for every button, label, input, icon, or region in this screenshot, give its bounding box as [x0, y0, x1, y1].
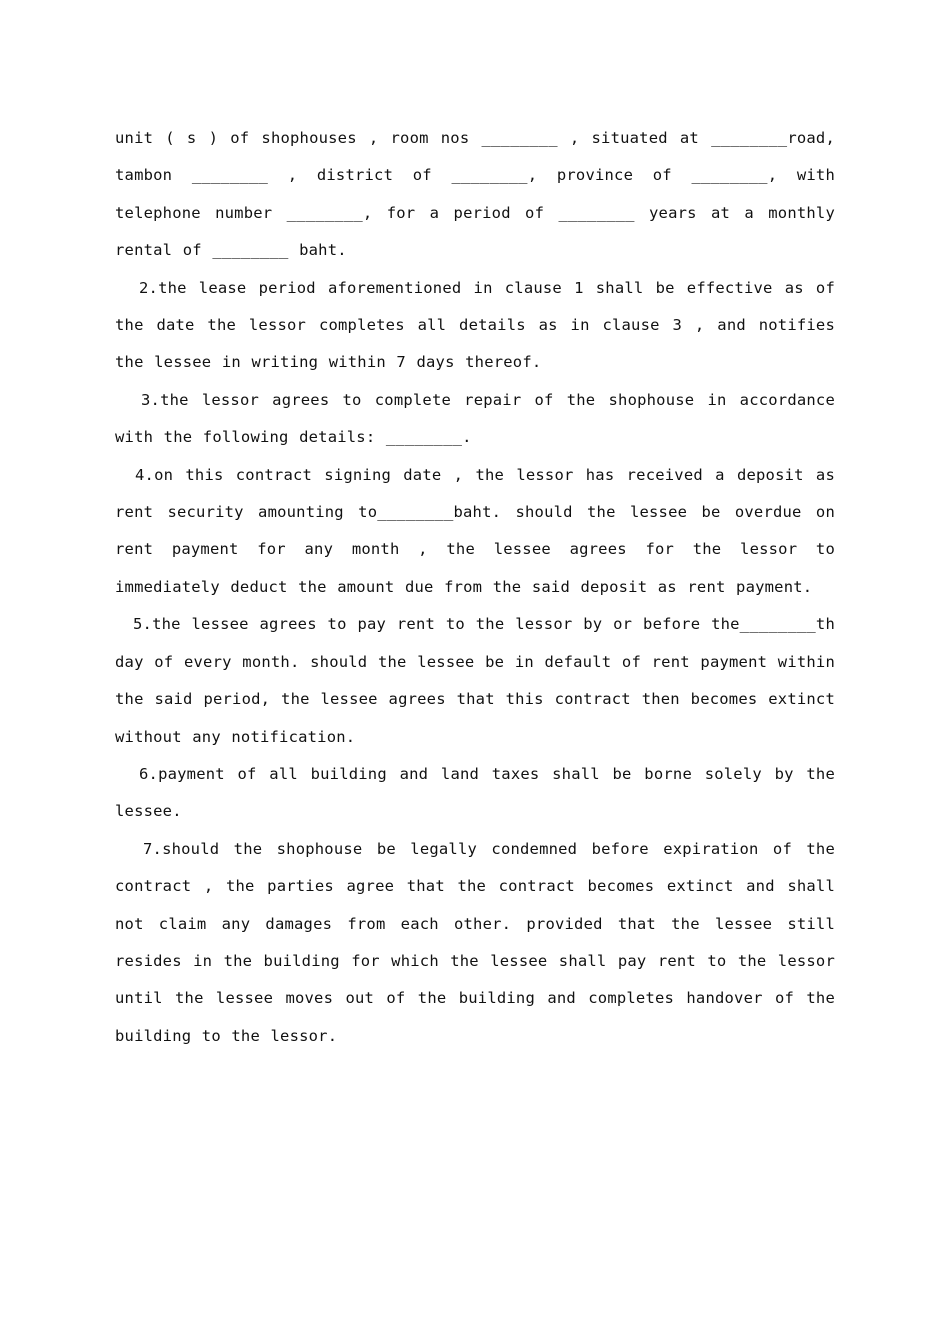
clause-3: 3.the lessor agrees to complete repair of the shophouse in accordance with the following details: ________.	[115, 390, 835, 447]
clause-2: 2.the lease period aforementioned in clause 1 shall be effective as of the date the lessor completes all details as in clause 3 , and notifies the lessee in writing within 7 days thereof.	[115, 278, 835, 372]
clause-6: 6.payment of all building and land taxes shall be borne solely by the lessee.	[115, 764, 835, 821]
clause-5: 5.the lessee agrees to pay rent to the lessor by or before the________th day of every month. should the lessee be in default of rent payment within the said period, the lessee agrees that this contract then becomes extinct without any notification.	[115, 615, 835, 746]
clause-7: 7.should the shophouse be legally condemned before expiration of the contract , the parties agree that the contract becomes extinct and shall not claim any damages from each other. provided that the lessee still resides in the building for which the lessee shall pay rent to the lessor until the lessee moves out of the building and completes handover of the building to the lessor.	[115, 839, 835, 1045]
lease-contract-body	[115, 120, 835, 1055]
clause-4: 4.on this contract signing date , the lessor has received a deposit as rent security amounting to________baht. should the lessee be overdue on rent payment for any month , the lessee agrees for the lessor to immediately deduct the amount due from the said deposit as rent payment.	[115, 465, 835, 596]
clause-1-continuation: unit ( s ) of shophouses , room nos ________ , situated at ________road, tambon ________ , district of ________, province of ________, with telephone number ________, for a period of ________ years at a monthly rental of ________ baht.	[115, 129, 835, 260]
